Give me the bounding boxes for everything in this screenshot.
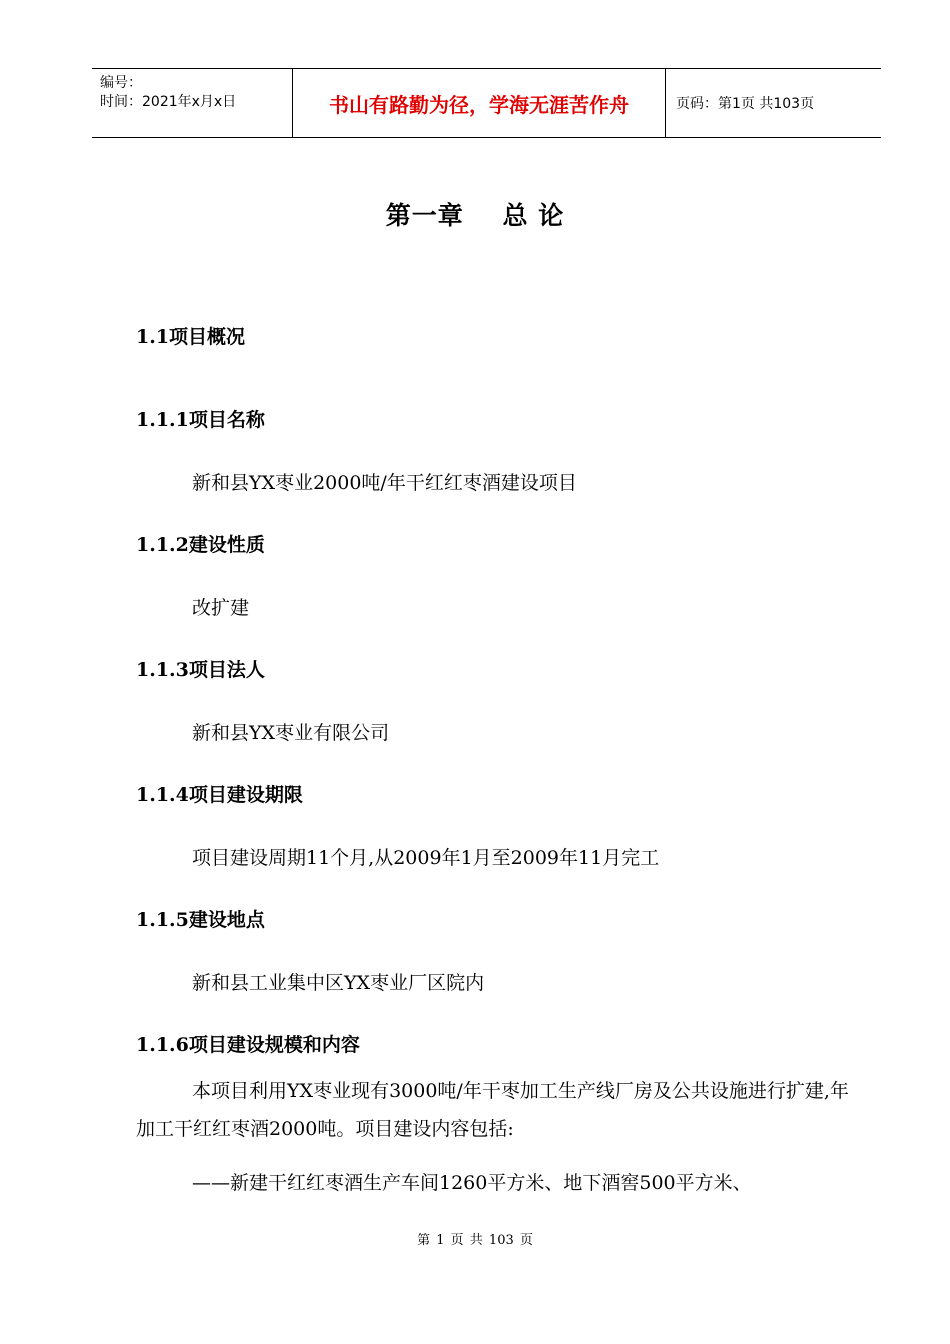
construction-nature-text: 改扩建 [192, 597, 250, 619]
section-heading-1-1-2: 1.1.2建设性质 [136, 534, 265, 556]
header-meta-cell [92, 69, 293, 137]
scale-content-item: ——新建干红红枣酒生产车间1260平方米、地下酒窖500平方米、 [192, 1172, 752, 1194]
header-page-code: 页码：第1页 共103页 [676, 96, 815, 112]
page-header [92, 68, 881, 138]
construction-period-text: 项目建设周期11个月,从2009年1月至2009年11月完工 [192, 847, 660, 869]
page-footer: 第 1 页 共 103 页 [417, 1233, 533, 1248]
project-name-text: 新和县YX枣业2000吨/年干红红枣酒建设项目 [192, 472, 577, 494]
section-heading-1-1-5: 1.1.5建设地点 [136, 909, 265, 931]
header-motto: 书山有路勤为径，学海无涯苦作舟 [293, 69, 666, 137]
legal-entity-text: 新和县YX枣业有限公司 [192, 722, 390, 744]
section-heading-1-1-1: 1.1.1项目名称 [136, 409, 265, 431]
section-heading-1-1-6: 1.1.6项目建设规模和内容 [136, 1034, 360, 1056]
header-time: 时间：2021年x月x日 [100, 94, 237, 110]
header-number-label: 编号： [100, 75, 142, 91]
section-heading-1-1-3: 1.1.3项目法人 [136, 659, 265, 681]
scale-content-paragraph: 本项目利用YX枣业现有3000吨/年干枣加工生产线厂房及公共设施进行扩建,年加工干红红枣酒2000吨。项目建设内容包括: [136, 1080, 849, 1140]
chapter-title: 第一章 总 论 [385, 201, 565, 230]
construction-site-text: 新和县工业集中区YX枣业厂区院内 [192, 972, 485, 994]
section-heading-1-1: 1.1项目概况 [136, 326, 246, 348]
section-heading-1-1-4: 1.1.4项目建设期限 [136, 784, 303, 806]
